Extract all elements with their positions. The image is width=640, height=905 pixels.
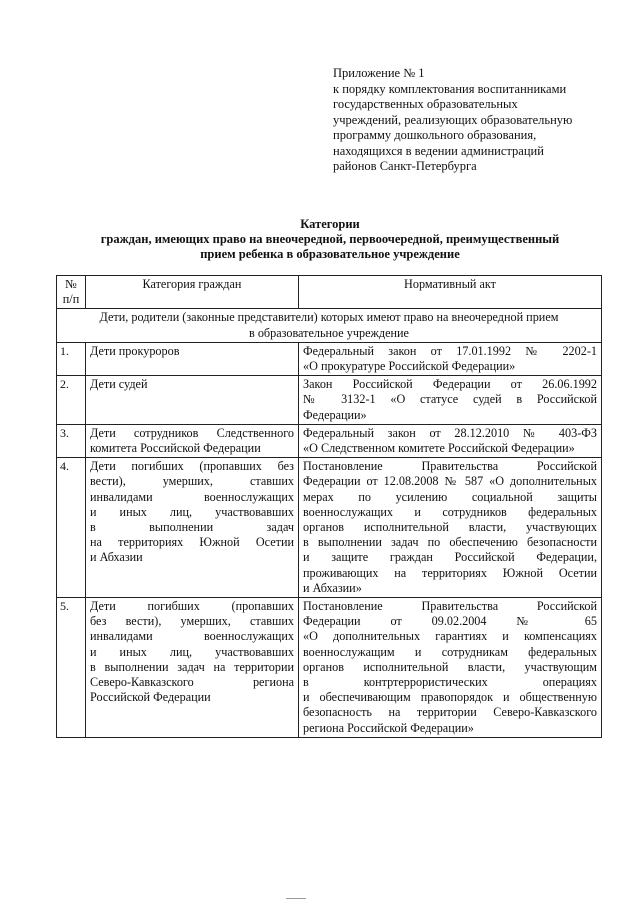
category-line: вести), умерших, ставших (90, 474, 294, 489)
heading-subtitle-line: прием ребенка в образовательное учреждение (200, 247, 460, 261)
document-heading (60, 217, 600, 262)
annex-line: учреждений, реализующих образовательную (333, 112, 573, 127)
categories-table (56, 275, 602, 738)
annex-line: государственных образовательных (333, 97, 518, 111)
heading-subtitle-line: граждан, имеющих право на внеочередной, первоочередной, преимущественный (100, 232, 560, 246)
row-normative-act (299, 342, 602, 375)
table-row (57, 376, 602, 425)
category-line: и иных лиц, участвовавших (90, 644, 294, 659)
act-line: органов исполнительной власти, участвующим (303, 659, 597, 674)
category-line: Дети сотрудников Следственного (90, 425, 294, 440)
section-title: Дети, родители (законные представители) которых имеют право на внеочередной прием в образовательное учреждение (57, 309, 602, 342)
act-line: военнослужащих и сотрудников федеральных (303, 504, 597, 519)
row-normative-act (299, 598, 602, 738)
category-line: в выполнении задач на территории (90, 659, 294, 674)
act-line: и защите граждан Российской Федерации, (303, 550, 597, 565)
section-row (57, 309, 602, 342)
act-line: региона Российской Федерации» (303, 720, 474, 735)
annex-title: Приложение № 1 (333, 66, 425, 80)
row-category (86, 376, 299, 425)
row-category (86, 598, 299, 738)
annex-line: находящихся в ведении администраций (333, 143, 544, 158)
category-line: Дети судей (90, 377, 148, 392)
table-body (57, 342, 602, 737)
act-line: Федерации от 12.08.2008 № 587 «О дополнительных (303, 474, 597, 489)
category-line: инвалидами военнослужащих (90, 489, 294, 504)
category-line: и Абхазии (90, 550, 143, 565)
annex-line: программу дошкольного образования, (333, 128, 537, 142)
table-row (57, 598, 602, 738)
row-category (86, 458, 299, 598)
annex-line: к порядку комплектования воспитанниками (333, 81, 567, 96)
row-normative-act (299, 458, 602, 598)
category-line: Дети погибших (пропавших (90, 599, 294, 614)
act-line: безопасность на территории Северо-Кавказского (303, 705, 597, 720)
category-line: инвалидами военнослужащих (90, 629, 294, 644)
table-row (57, 342, 602, 375)
table-row (57, 424, 602, 457)
category-line: на территориях Южной Осетии (90, 535, 294, 550)
category-line: Северо-Кавказского региона (90, 675, 294, 690)
act-line: проживающих на территориях Южной Осетии (303, 565, 597, 580)
category-line: и иных лиц, участвовавших (90, 504, 294, 519)
act-line: Федерации от 09.02.2004 № 65 (303, 614, 597, 629)
row-number: 4. (57, 458, 86, 598)
act-line: Закон Российской Федерации от 26.06.1992 (303, 377, 597, 392)
category-line: Дети прокуроров (90, 343, 180, 358)
table-row (57, 458, 602, 598)
act-line: мерах по усилению социальной защиты (303, 489, 597, 504)
act-line: в контртеррористических операциях (303, 675, 597, 690)
act-line: «О прокуратуре Российской Федерации» (303, 359, 516, 374)
category-line: Дети погибших (пропавших без (90, 459, 294, 474)
category-line: комитета Российской Федерации (90, 441, 261, 456)
row-number: 2. (57, 376, 86, 425)
category-line: в выполнении задач (90, 520, 294, 535)
category-line: без вести), умерших, ставших (90, 614, 294, 629)
row-normative-act (299, 376, 602, 425)
act-line: № 3132-1 «О статусе судей в Российской (303, 392, 597, 407)
header-act: Нормативный акт (299, 276, 602, 309)
act-line: и обеспечивающим правопорядок и общественную (303, 690, 597, 705)
act-line: Федерации» (303, 407, 367, 422)
act-line: и Абхазии» (303, 580, 362, 595)
row-number: 5. (57, 598, 86, 738)
act-line: Федеральный закон от 17.01.1992 № 2202-1 (303, 343, 597, 358)
page-bottom-mark (286, 898, 306, 899)
row-number: 3. (57, 424, 86, 457)
act-line: «О дополнительных гарантиях и компенсациях (303, 629, 597, 644)
row-category (86, 424, 299, 457)
annex-block (333, 66, 613, 175)
annex-line: районов Санкт-Петербурга (333, 159, 477, 173)
category-line: Российской Федерации (90, 690, 211, 705)
table-header-row (57, 276, 602, 309)
header-category: Категория граждан (86, 276, 299, 309)
row-number: 1. (57, 342, 86, 375)
heading-title: Категории (300, 217, 360, 231)
row-category (86, 342, 299, 375)
act-line: Федеральный закон от 28.12.2010 № 403-ФЗ (303, 425, 597, 440)
act-line: в выполнении задач по обеспечению безопасности (303, 535, 597, 550)
header-number: № п/п (57, 276, 86, 309)
act-line: Постановление Правительства Российской (303, 459, 597, 474)
act-line: органов исполнительной власти, участвующих (303, 520, 597, 535)
act-line: Постановление Правительства Российской (303, 599, 597, 614)
act-line: военнослужащим и сотрудникам федеральных (303, 644, 597, 659)
act-line: «О Следственном комитете Российской Федерации» (303, 441, 575, 456)
row-normative-act (299, 424, 602, 457)
